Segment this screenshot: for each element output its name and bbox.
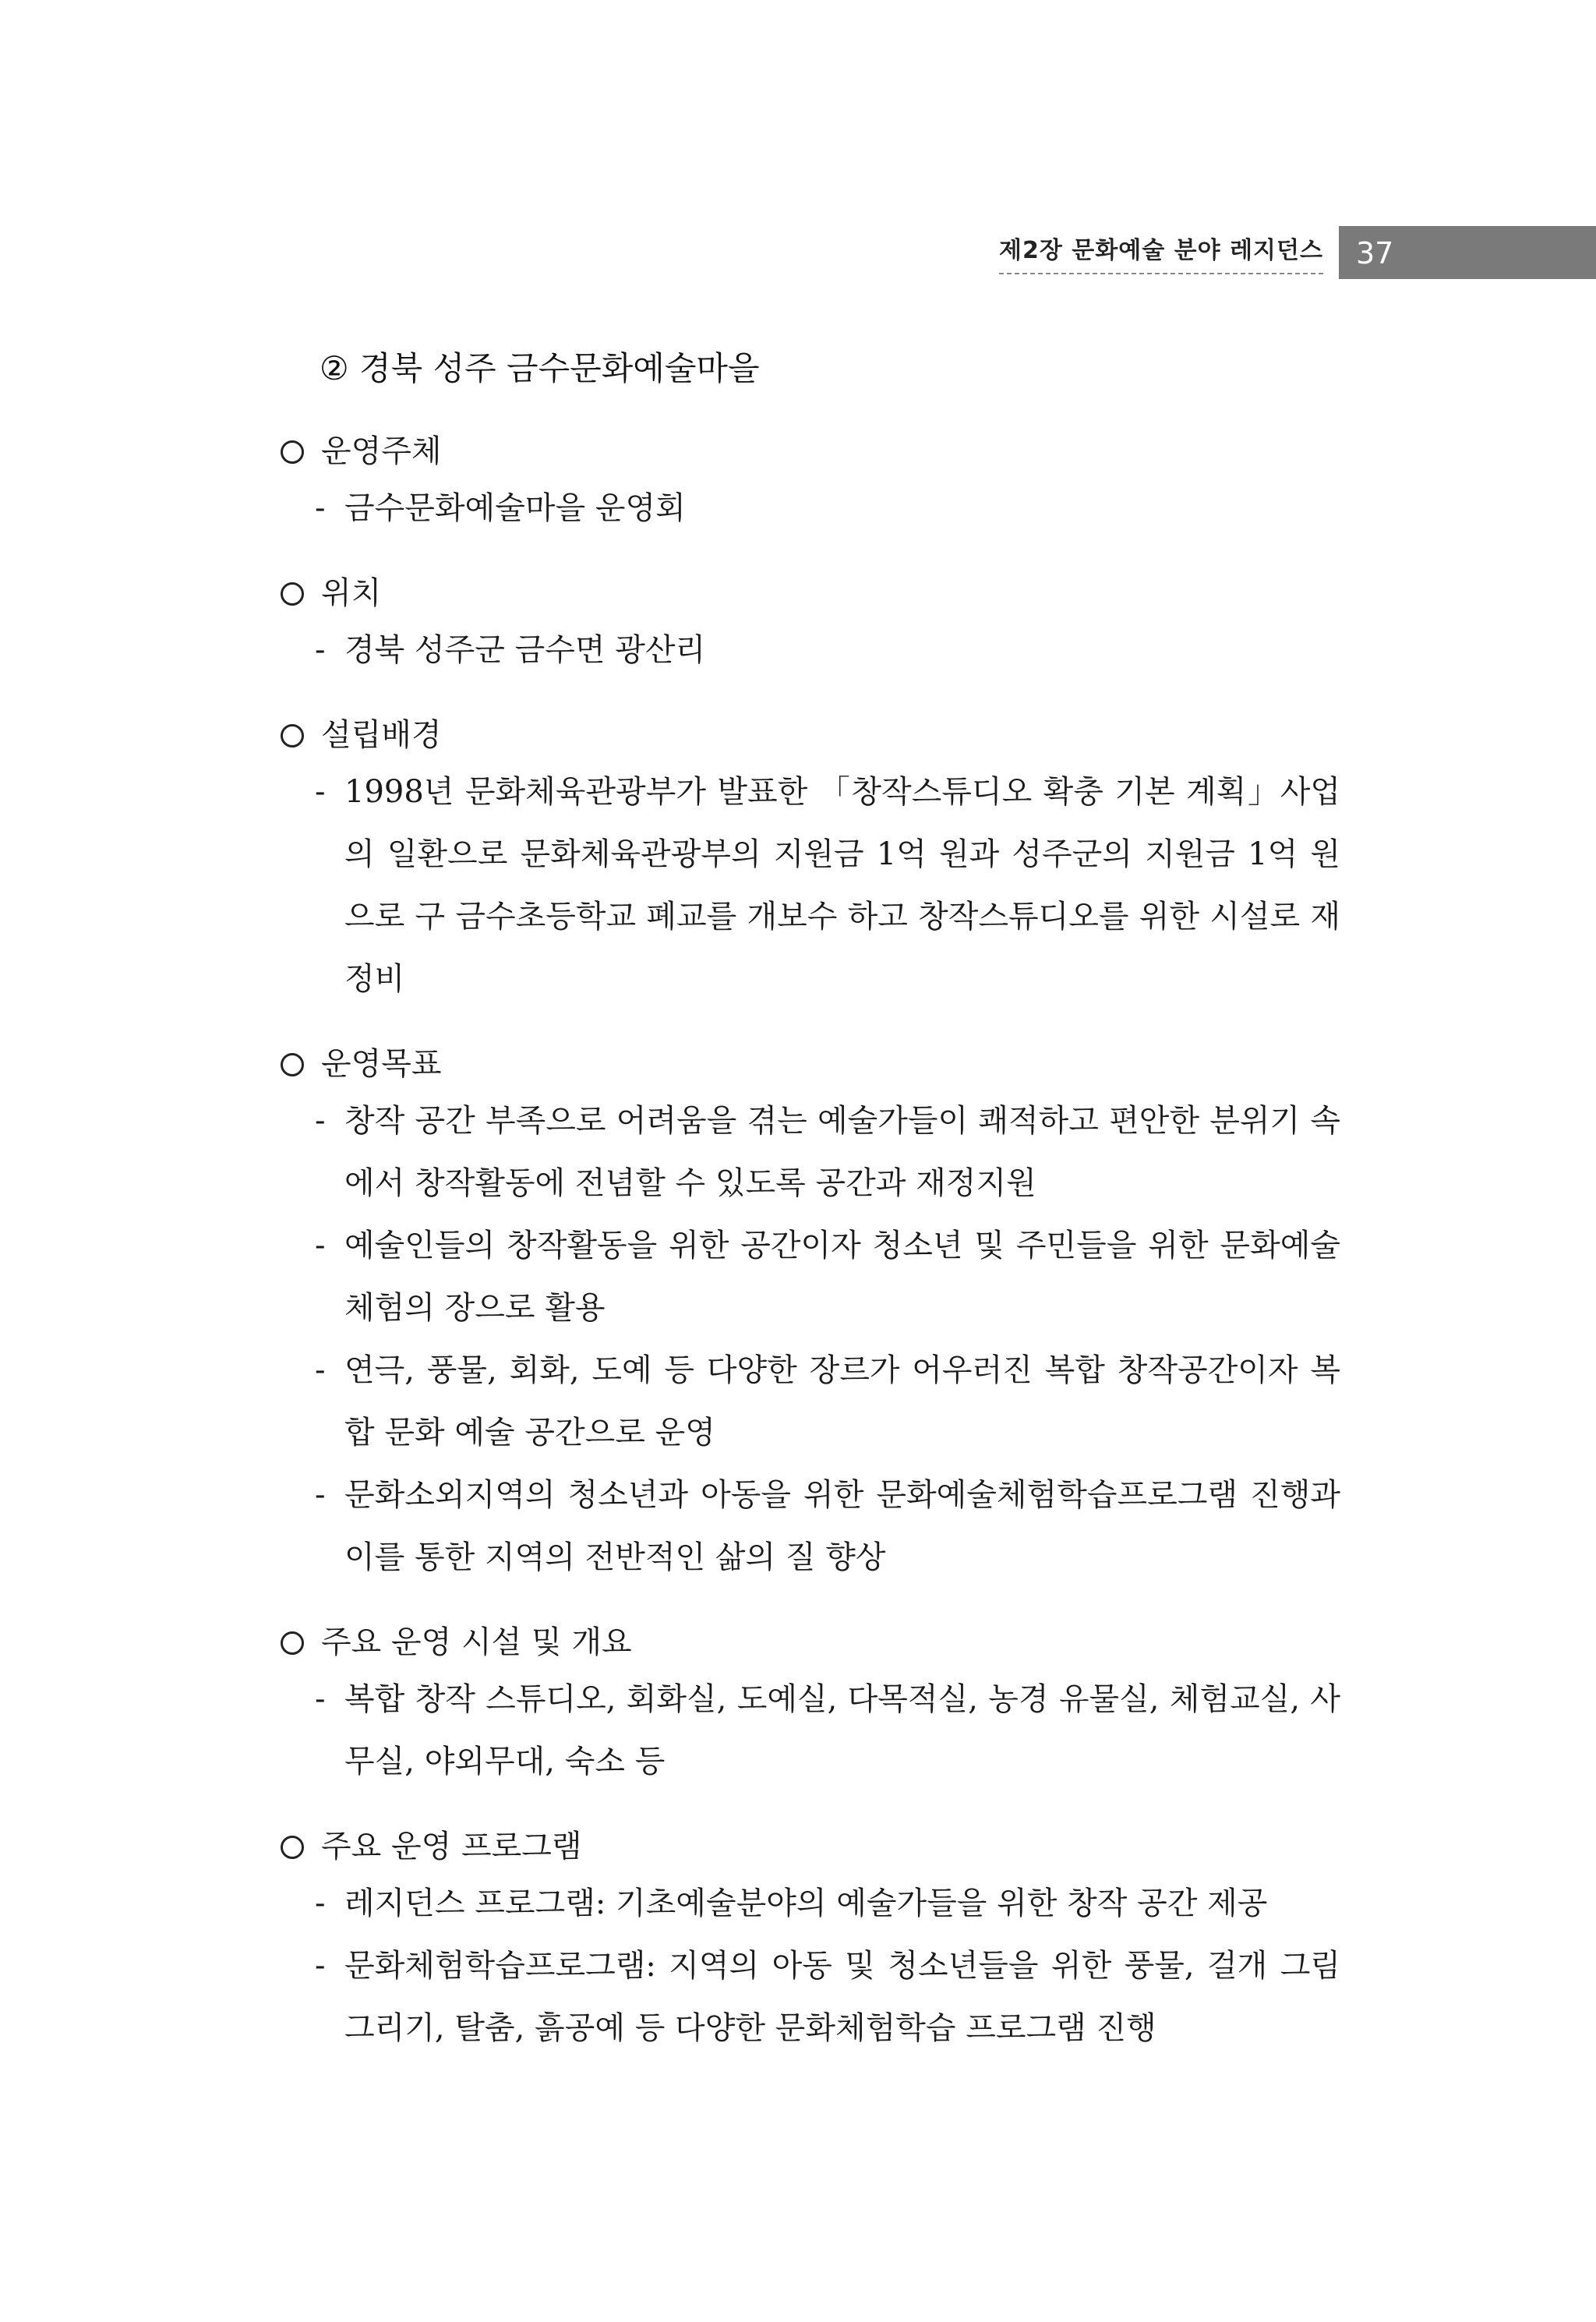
circle-bullet-icon: [281, 440, 304, 464]
list-item: - 복합 창작 스튜디오, 회화실, 도예실, 다목적실, 농경 유물실, 체험교실, 사무실, 야외무대, 숙소 등: [315, 1681, 1340, 1779]
section-heading: 주요 운영 프로그램: [281, 1821, 1340, 1872]
section-goals: [281, 1038, 1340, 1589]
circle-bullet-icon: [281, 1053, 304, 1076]
page-number: 37: [1356, 236, 1394, 270]
list-item: - 금수문화예술마을 운영회: [315, 490, 686, 526]
list-item: - 1998년 문화체육관광부가 발표한 「창작스튜디오 확충 기본 계획」사업의 일환으로 문화체육관광부의 지원금 1억 원과 성주군의 지원금 1억 원으로 구 금수초등학교 폐교를 개보수 하고 창작스튜디오를 위한 시설로 재정비: [315, 774, 1340, 997]
section-background: [281, 709, 1340, 1010]
page-header: [0, 226, 1596, 279]
circle-bullet-icon: [281, 724, 304, 747]
section-heading: 위치: [281, 567, 1340, 619]
section-heading: 주요 운영 시설 및 개요: [281, 1617, 1340, 1668]
circle-bullet-icon: [281, 582, 304, 606]
list-item: - 문화소외지역의 청소년과 아동을 위한 문화예술체험학습프로그램 진행과 이를 통한 지역의 전반적인 삶의 질 향상: [315, 1477, 1340, 1575]
section-heading: 운영주체: [281, 426, 1340, 477]
section-heading: 설립배경: [281, 709, 1340, 761]
document-body: [281, 343, 1340, 2087]
list-item: - 경북 성주군 금수면 광산리: [315, 632, 706, 668]
section-facilities: [281, 1617, 1340, 1793]
section-heading: 운영목표: [281, 1038, 1340, 1090]
list-item: - 문화체험학습프로그램: 지역의 아동 및 청소년들을 위한 풍물, 걸개 그림 그리기, 탈춤, 흙공예 등 다양한 문화체험학습 프로그램 진행: [315, 1948, 1340, 2046]
chapter-title: 제2장 문화예술 분야 레지던스: [999, 231, 1323, 274]
list-item: - 예술인들의 창작활동을 위한 공간이자 청소년 및 주민들을 위한 문화예술 체험의 장으로 활용: [315, 1228, 1340, 1326]
list-item: - 창작 공간 부족으로 어려움을 겪는 예술가들이 쾌적하고 편안한 분위기 속에서 창작활동에 전념할 수 있도록 공간과 재정지원: [315, 1103, 1340, 1201]
circle-bullet-icon: [281, 1631, 304, 1655]
page-number-box: [1339, 226, 1596, 279]
section-operator: [281, 426, 1340, 539]
list-item: - 연극, 풍물, 회화, 도예 등 다양한 장르가 어우러진 복합 창작공간이자 복합 문화 예술 공간으로 운영: [315, 1352, 1340, 1451]
section-location: [281, 567, 1340, 681]
section-subtitle: ② 경북 성주 금수문화예술마을: [320, 349, 760, 387]
section-programs: [281, 1821, 1340, 2059]
list-item: - 레지던스 프로그램: 기초예술분야의 예술가들을 위한 창작 공간 제공: [315, 1886, 1268, 1921]
circle-bullet-icon: [281, 1836, 304, 1859]
